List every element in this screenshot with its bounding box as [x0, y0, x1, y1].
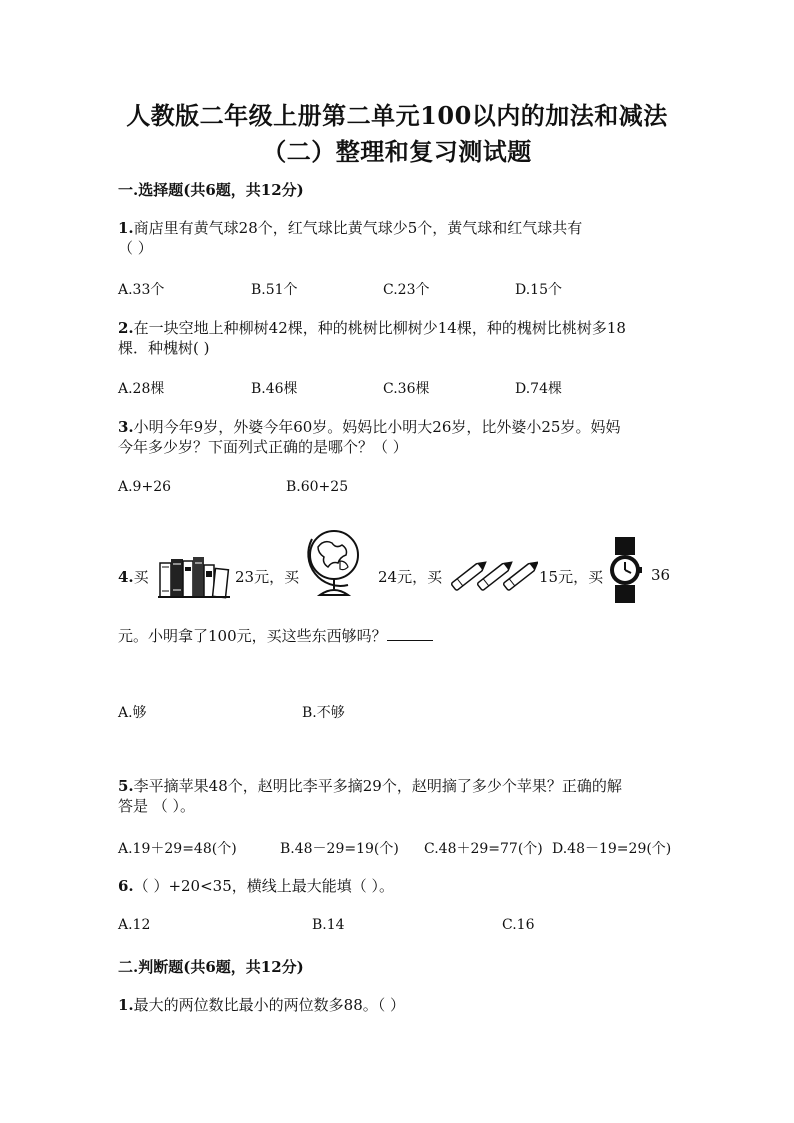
q2-option-d[interactable]: D.74棵 [515, 381, 562, 397]
title-line-2: （二）整理和复习测试题 [262, 137, 532, 166]
question-number: 1. [118, 219, 134, 237]
q4-option-a[interactable]: A.够 [118, 705, 147, 721]
globe-icon [304, 525, 364, 599]
q6-option-a[interactable]: A.12 [118, 917, 151, 933]
books-icon [158, 555, 230, 599]
question-2 [118, 318, 678, 358]
q2-option-c[interactable]: C.36棵 [383, 381, 430, 397]
question-text-line2: 棵．种槐树( ) [118, 339, 210, 357]
q3-option-a[interactable]: A.9+26 [118, 479, 172, 495]
q4-price-2: 24元，买 [378, 568, 443, 586]
question-number: 1. [118, 996, 134, 1014]
q1-option-c[interactable]: C.23个 [383, 282, 430, 298]
judgement-1 [118, 995, 678, 1015]
question-1 [118, 218, 678, 258]
q1-option-d[interactable]: D.15个 [515, 282, 562, 298]
question-text: 元。小明拿了100元，买这些东西够吗？ [118, 627, 387, 645]
question-number: 2. [118, 319, 134, 337]
q6-option-c[interactable]: C.16 [502, 917, 535, 933]
q4-price-4: 36 [651, 566, 671, 584]
question-text-line2: 今年多少岁？下面列式正确的是哪个？（ ） [118, 438, 408, 456]
q5-option-a[interactable]: A.19＋29=48(个) [118, 841, 237, 857]
section-2-heading: 二.判断题(共6题，共12分) [118, 958, 304, 976]
section-1-heading: 一.选择题(共6题，共12分) [118, 181, 304, 199]
question-text: 商店里有黄气球28个，红气球比黄气球少5个，黄气球和红气球共有 [133, 219, 583, 237]
question-text: （ ）+20<35，横线上最大能填（ ）。 [133, 877, 395, 895]
question-4-line2 [118, 626, 678, 646]
q3-option-b[interactable]: B.60+25 [286, 479, 349, 495]
q4-lead [118, 566, 149, 587]
question-text-line2: （ ） [118, 239, 153, 257]
q2-option-a[interactable]: A.28棵 [118, 381, 165, 397]
q4-option-b[interactable]: B.不够 [302, 705, 345, 721]
q2-option-b[interactable]: B.46棵 [251, 381, 298, 397]
question-number: 3. [118, 418, 134, 436]
q6-option-b[interactable]: B.14 [312, 917, 345, 933]
question-6 [118, 876, 678, 896]
q5-option-c[interactable]: C.48＋29=77(个) [424, 841, 543, 857]
watch-icon [608, 537, 642, 603]
q5-option-d[interactable]: D.48－19=29(个) [552, 841, 672, 857]
q1-option-b[interactable]: B.51个 [251, 282, 298, 298]
q1-option-a[interactable]: A.33个 [118, 282, 165, 298]
pencils-icon [448, 555, 538, 599]
title-line-1: 人教版二年级上册第二单元100以内的加法和减法 [126, 101, 668, 130]
question-4 [118, 535, 678, 605]
question-number: 6. [118, 877, 134, 895]
question-text: 李平摘苹果48个，赵明比李平多摘29个，赵明摘了多少个苹果？正确的解 [133, 777, 622, 795]
q4-price-1: 23元，买 [235, 568, 300, 586]
question-text: 小明今年9岁，外婆今年60岁。妈妈比小明大26岁，比外婆小25岁。妈妈 [133, 418, 621, 436]
q4-price-3: 15元，买 [539, 568, 604, 586]
q4-buy-1: 买 [133, 568, 149, 586]
question-number: 4. [118, 568, 134, 586]
q5-option-b[interactable]: B.48－29=19(个) [280, 841, 399, 857]
question-text: 在一块空地上种柳树42棵，种的桃树比柳树少14棵，种的槐树比桃树多18 [133, 319, 626, 337]
answer-blank[interactable] [387, 626, 433, 641]
question-3 [118, 417, 678, 457]
question-number: 5. [118, 777, 134, 795]
question-text-line2: 答是 （ ）。 [118, 797, 196, 815]
question-5 [118, 776, 678, 816]
question-text: 最大的两位数比最小的两位数多88。（ ） [133, 996, 406, 1014]
